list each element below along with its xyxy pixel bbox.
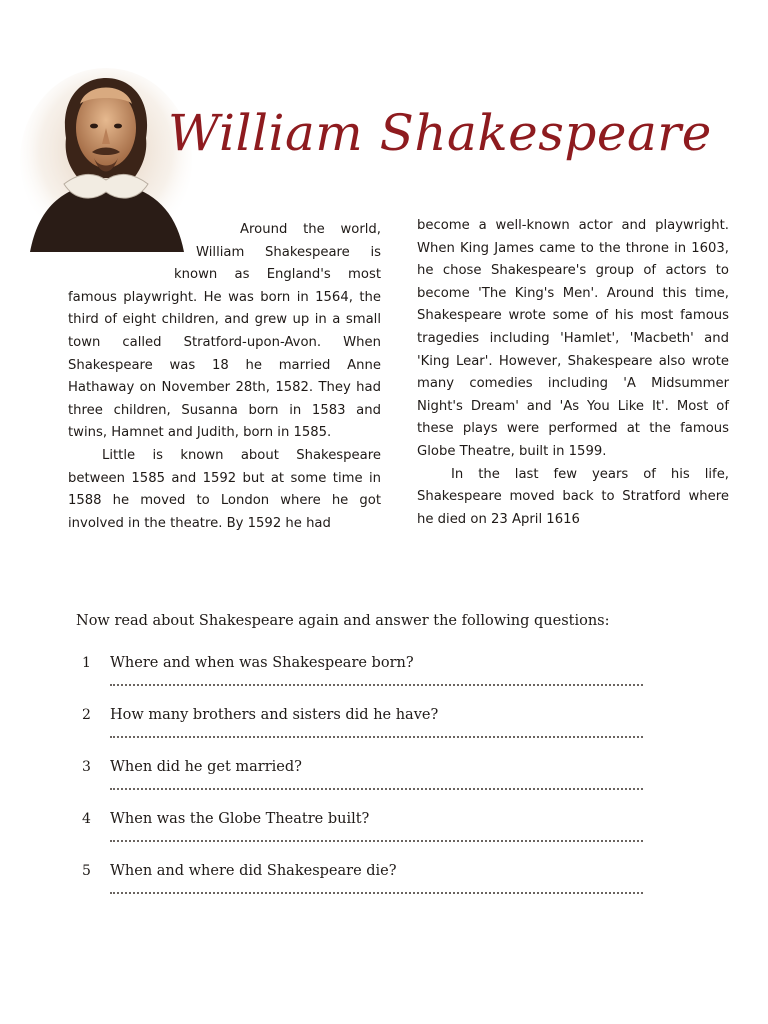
article-left-column [68,219,381,535]
question-item [82,652,652,704]
question-number: 5 [82,863,91,879]
instruction-text: Now read about Shakespeare again and answer the following questions: [76,613,610,629]
question-number: 4 [82,811,91,827]
question-text: How many brothers and sisters did he have? [110,707,439,723]
article-paragraph: become a well-known actor and playwright. When King James came to the throne in 1603, he chose Shakespeare's group of actors to become 'The King's Men'. Around this time, Shakespeare wrote some of his most famous tragedies including 'Hamlet', 'Macbeth' and 'King Lear'. However, Shakespeare also wrote many comedies including 'A Midsummer Night's Dream' and 'As You Like It'. Most of these plays were performed at the famous Globe Theatre, built in 1599. [417,218,729,459]
article-paragraph: In the last few years of his life, Shakespeare moved back to Stratford where he died on 23 April 1616 [417,466,729,527]
question-text: Where and when was Shakespeare born? [110,655,414,671]
question-text: When and where did Shakespeare die? [110,863,397,879]
question-text: When was the Globe Theatre built? [110,811,370,827]
question-number: 3 [82,759,91,775]
question-text: When did he get married? [110,759,302,775]
question-number: 2 [82,707,91,723]
article-paragraph: Little is known about Shakespeare between 1585 and 1592 but at some time in 1588 he moved to London where he got involved in the theatre. By 1592 he had [68,447,381,531]
question-item [82,704,652,756]
article-right-column [417,215,729,531]
article-paragraph: Around the world, William Shakespeare is known as England's most famous playwright. He was born in 1564, the third of eight children, and grew up in a small town called Stratford-upon-Avon. When Shakespeare was 18 he married Anne Hathaway on November 28th, 1582. They had three children, Susanna born in 1583 and twins, Hamnet and Judith, born in 1585. [68,222,381,441]
question-item [82,860,652,912]
question-item [82,808,652,860]
answer-line[interactable] [110,892,643,894]
question-item [82,756,652,808]
answer-line[interactable] [110,788,643,790]
page-title: William Shakespeare [168,104,712,162]
answer-line[interactable] [110,736,643,738]
question-number: 1 [82,655,91,671]
answer-line[interactable] [110,684,643,686]
answer-line[interactable] [110,840,643,842]
question-list [82,652,652,912]
